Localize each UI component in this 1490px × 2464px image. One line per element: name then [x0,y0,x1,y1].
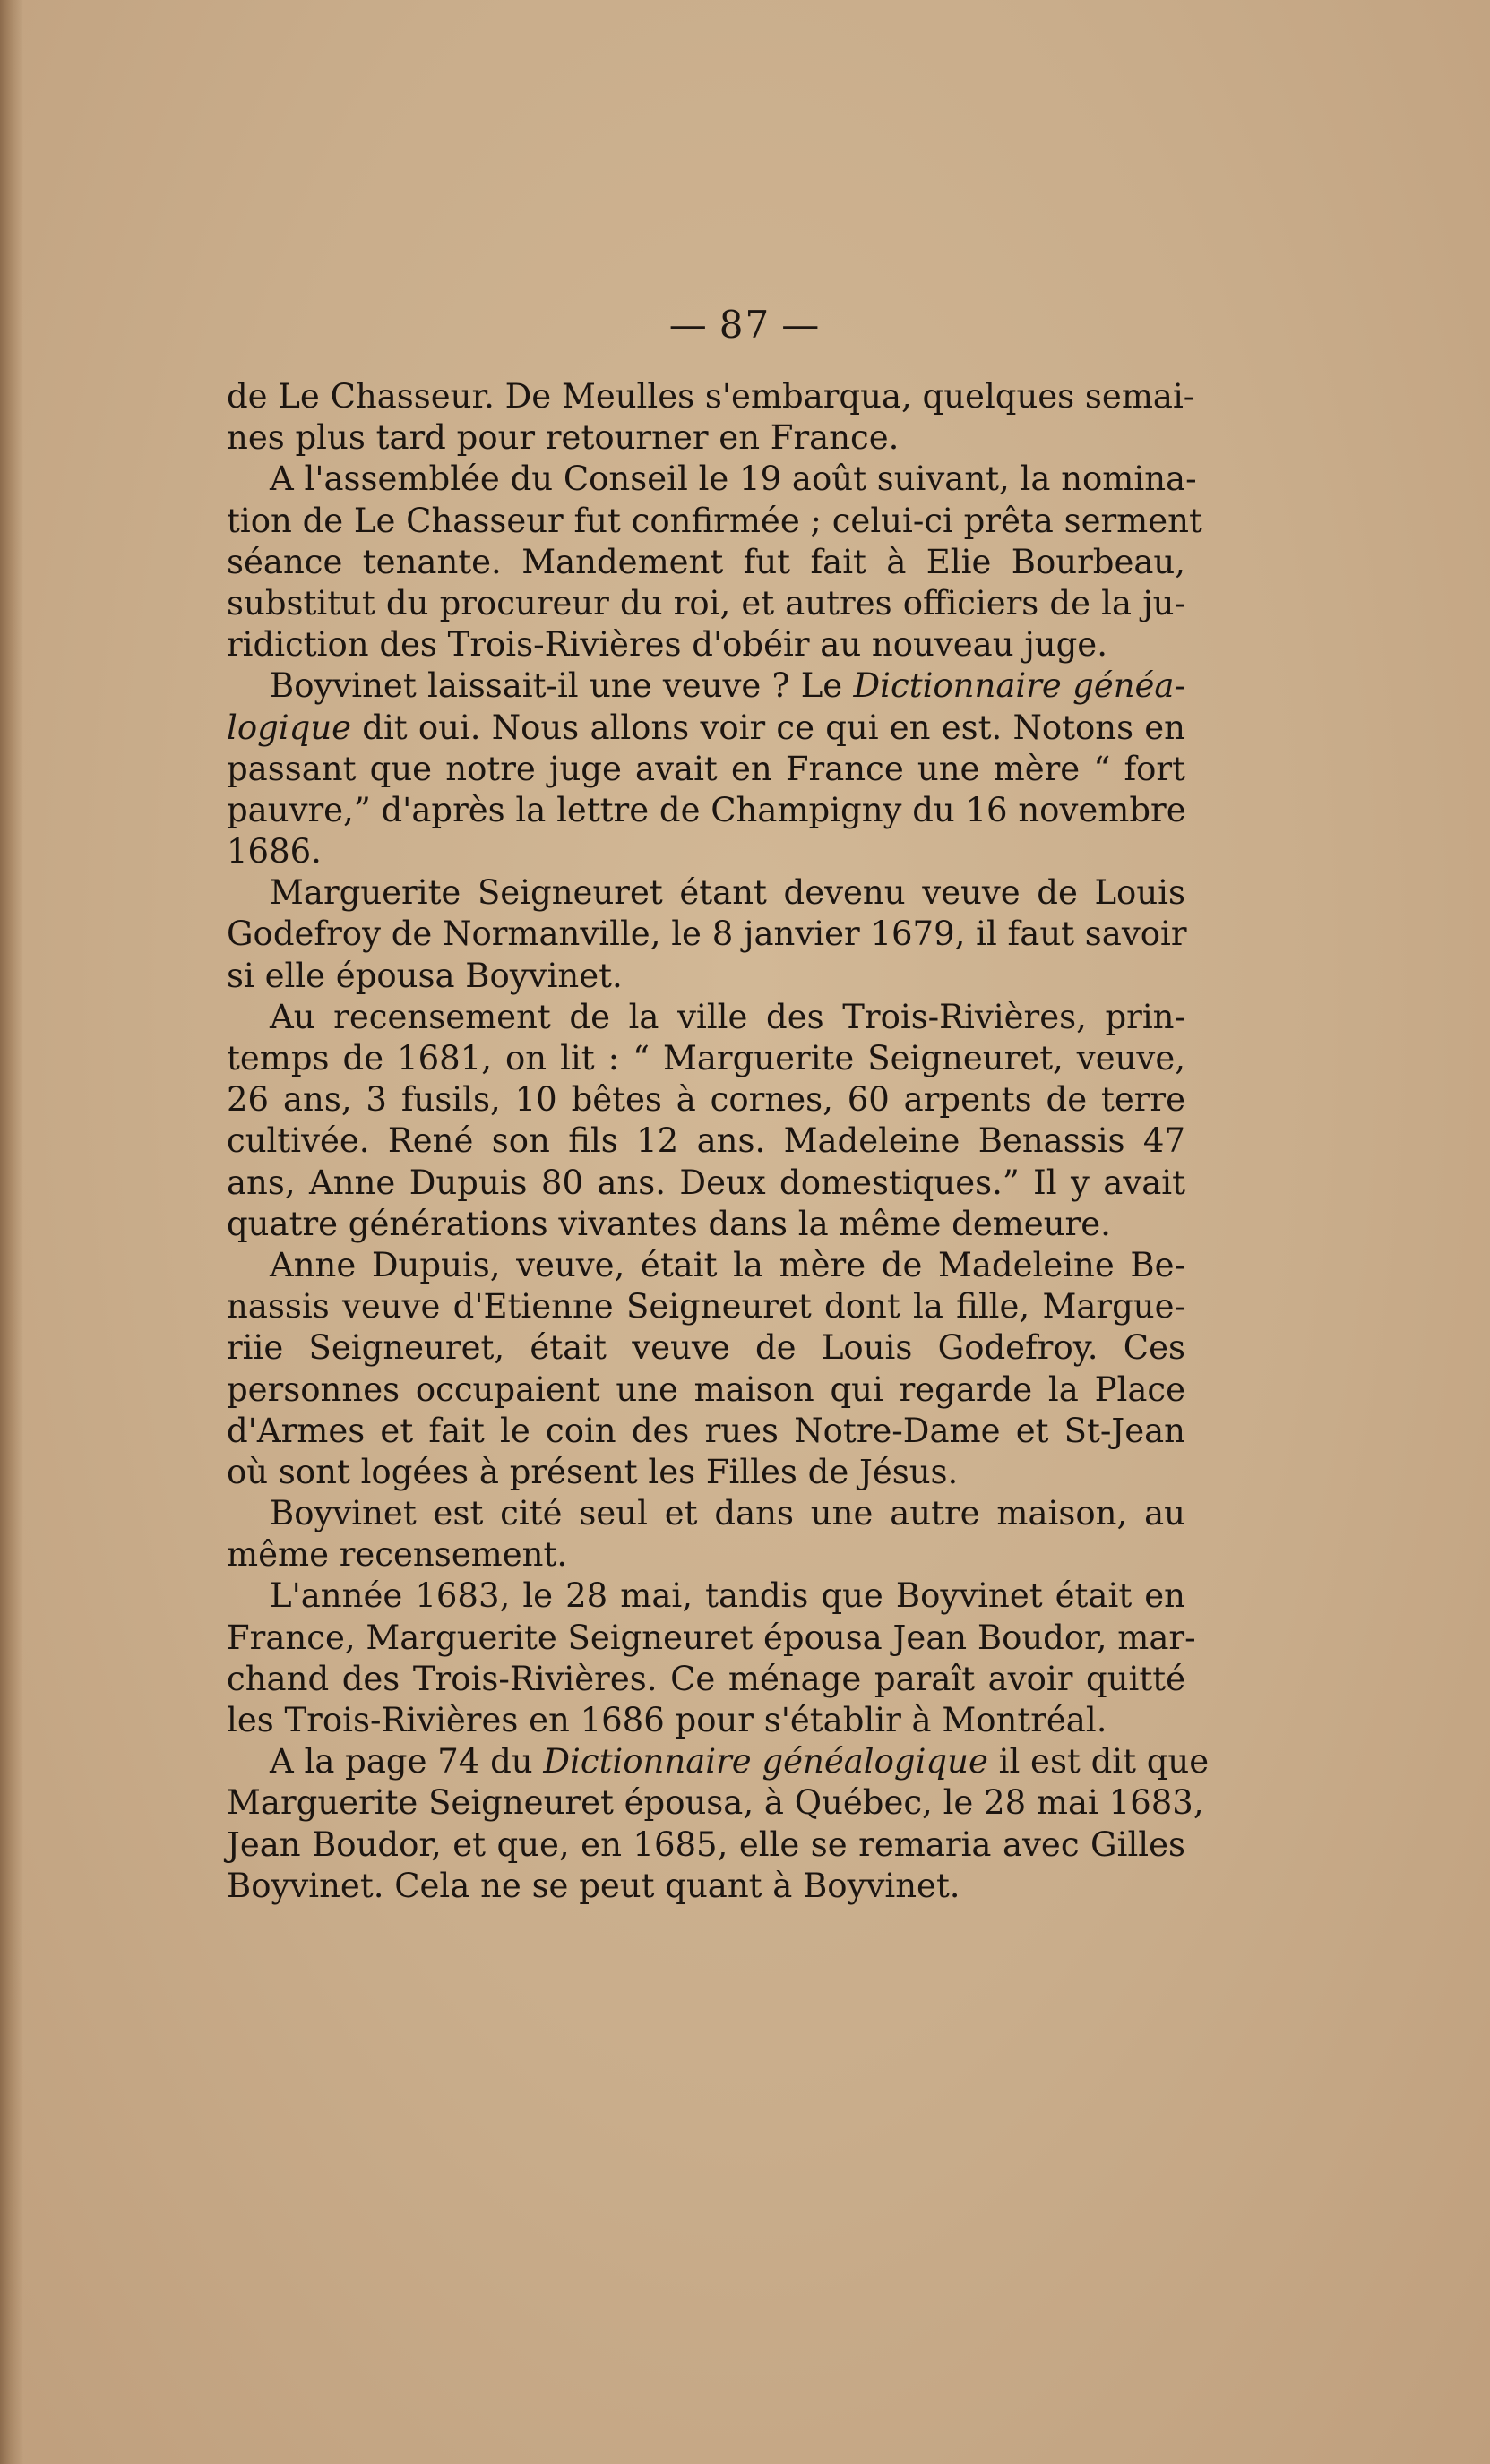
text-line: France, Marguerite Seigneuret épousa Jean Boudor, mar- [227,1618,1196,1657]
text-line: Boyvinet est cité seul et dans une autre maison, au [270,1494,1185,1533]
italic-title: logique [227,708,352,747]
text-line: riie Seigneuret, était veuve de Louis Godefroy. Ces [227,1328,1185,1368]
text-line: même recensement. [227,1535,568,1575]
page-binding-shadow [0,0,23,2464]
text-line: d'Armes et fait le coin des rues Notre-Dame et St-Jean [227,1411,1185,1450]
body-text [227,376,1210,1907]
text-line: de Le Chasseur. De Meulles s'embarqua, quelques semai- [227,377,1195,416]
text-line: quatre générations vivantes dans la même demeure. [227,1204,1111,1243]
text-line: personnes occupaient une maison qui regarde la Place [227,1369,1185,1409]
text-line [227,665,1185,707]
text-line: Jean Boudor, et que, en 1685, elle se remaria avec Gilles [227,1824,1185,1864]
text-line: nassis veuve d'Etienne Seigneuret dont la fille, Margue- [227,1287,1185,1326]
text-line [227,708,1185,749]
text-line: Marguerite Seigneuret épousa, à Québec, le 28 mai 1683, [227,1783,1204,1823]
text-line: A l'assemblée du Conseil le 19 août suivant, la nomina- [270,459,1197,499]
text-line: 26 ans, 3 fusils, 10 bêtes à cornes, 60 arpents de terre [227,1080,1185,1120]
text-line: chand des Trois-Rivières. Ce ménage paraît avoir quitté [227,1659,1185,1698]
text-line: ridiction des Trois-Rivières d'obéir au nouveau juge. [227,625,1107,665]
text-line: si elle épousa Boyvinet. [227,956,623,995]
page-number [0,303,1490,347]
text-line: ans, Anne Dupuis 80 ans. Deux domestiques.” Il y avait [227,1163,1185,1202]
page-number-dash-right: — [781,303,822,347]
page-number-dash-left: — [668,303,709,347]
text-line: où sont logées à présent les Filles de Jésus. [227,1452,959,1491]
page-number-value: 87 [719,303,771,347]
text-line: Marguerite Seigneuret étant devenu veuve de Louis [270,873,1185,913]
text-line [227,1741,1210,1782]
text-line: séance tenante. Mandement fut fait à Elie Bourbeau, [227,542,1185,581]
text-line: cultivée. René son fils 12 ans. Madeleine Benassis 47 [227,1121,1185,1161]
text-line: passant que notre juge avait en France une mère “ fort [227,749,1185,788]
italic-title: Dictionnaire généalogique [543,1742,988,1781]
italic-title: Dictionnaire généa- [853,666,1185,706]
text-fragment: A la page 74 du [270,1742,544,1781]
text-line: Boyvinet. Cela ne se peut quant à Boyvinet. [227,1866,960,1905]
text-fragment: dit oui. Nous allons voir ce qui en est. Notons en [351,708,1185,747]
text-line: les Trois-Rivières en 1686 pour s'établir à Montréal. [227,1701,1107,1739]
text-line: 1686. [227,832,322,871]
text-fragment: Boyvinet laissait-il une veuve ? Le [270,666,854,706]
text-line: Au recensement de la ville des Trois-Rivières, prin- [270,997,1185,1036]
text-fragment: il est dit que [987,1742,1210,1781]
text-line: substitut du procureur du roi, et autres officiers de la ju- [227,583,1185,622]
text-line: nes plus tard pour retourner en France. [227,418,900,458]
text-line: tion de Le Chasseur fut confirmée ; celui-ci prêta serment [227,501,1202,540]
text-line: Godefroy de Normanville, le 8 janvier 1679, il faut savoir [227,914,1187,954]
text-line: temps de 1681, on lit : “ Marguerite Seigneuret, veuve, [227,1039,1185,1077]
text-line: Anne Dupuis, veuve, était la mère de Madeleine Be- [270,1245,1185,1284]
text-line: pauvre,” d'après la lettre de Champigny du 16 novembre [227,790,1186,829]
text-line: L'année 1683, le 28 mai, tandis que Boyvinet était en [270,1576,1185,1616]
